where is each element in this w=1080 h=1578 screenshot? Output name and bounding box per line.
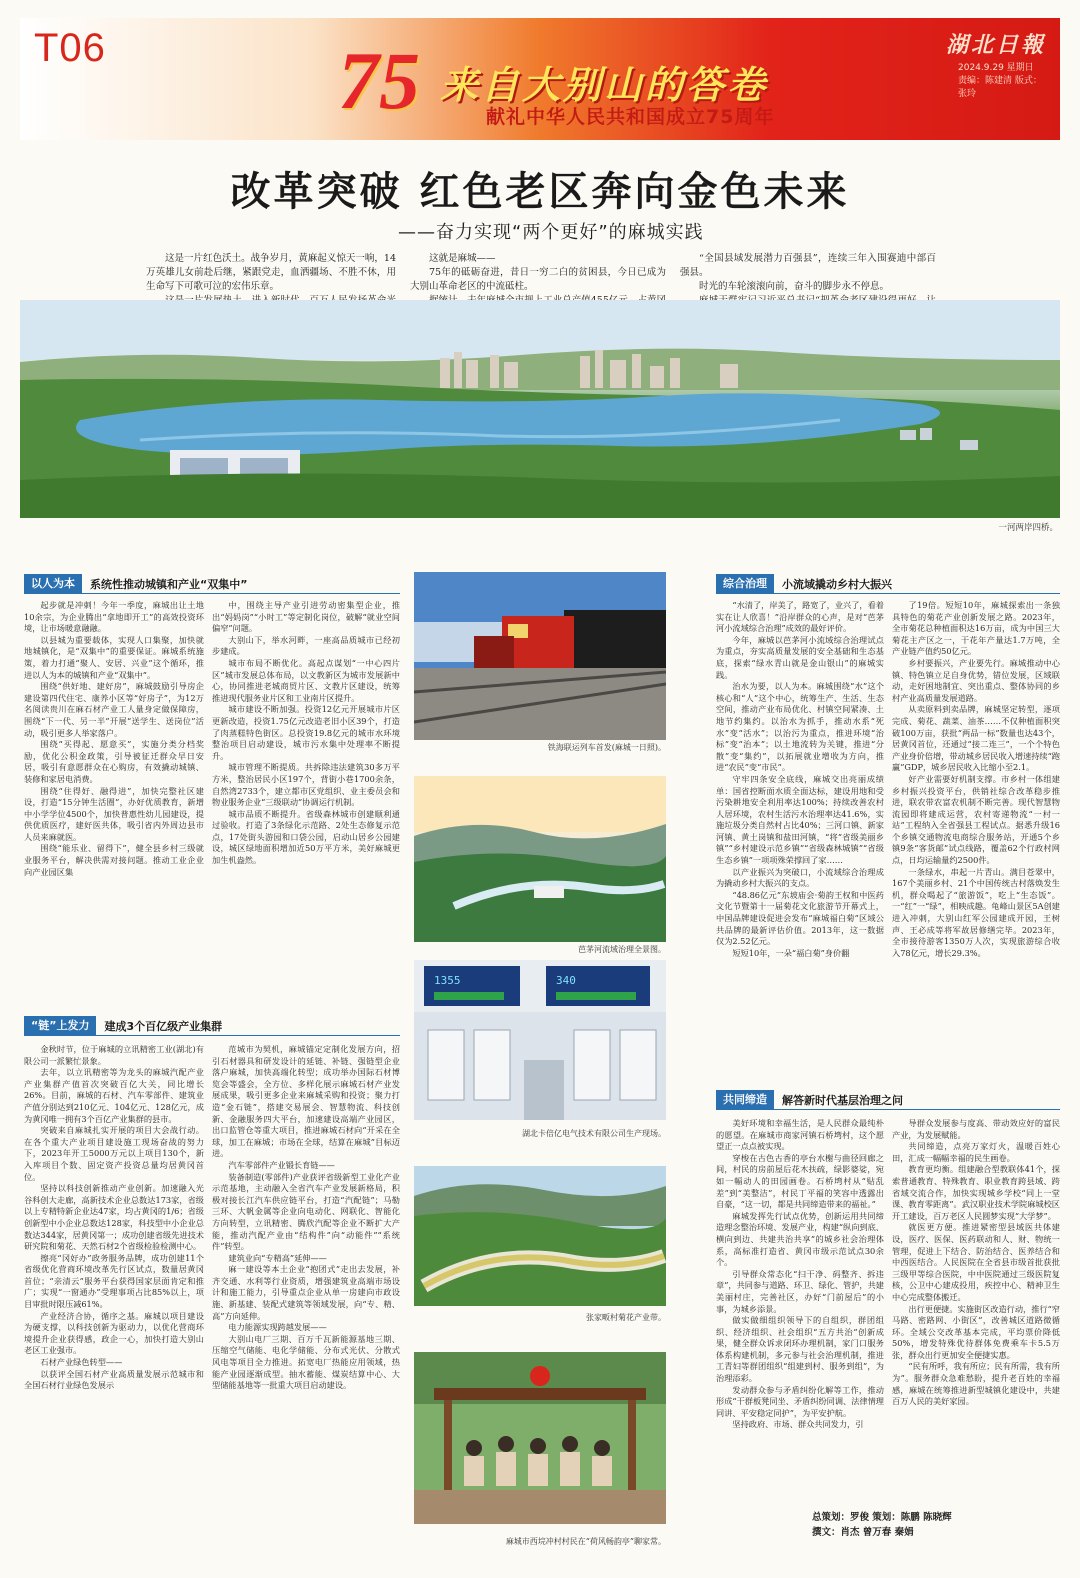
section1-column-a xyxy=(24,600,204,1010)
paragraph: 产业经济合协，循序之基。麻城以项目建设为硬支撑，以科技创新为驱动力，以优化营商环境提升企业获得感，政企一心，加快打造大别山老区工业强市。 xyxy=(24,1310,204,1356)
section-header-3 xyxy=(716,574,1060,594)
section-title: 系统性推动城镇和产业“双集中” xyxy=(90,577,248,591)
hero-panorama-photo xyxy=(20,300,1060,518)
anniversary-75-logo: 75 xyxy=(338,35,420,126)
section2-column-b xyxy=(212,1044,400,1552)
photo-caption: 张家畈村菊花产业带。 xyxy=(586,1313,666,1322)
paragraph: 穿梭在古色古香的亭台水榭与曲径回廊之间，村民的房前屋后花木扶疏，绿影婆娑，宛如一幅动人的田园画卷。石桥塆村从“贴乱差”到“美整洁”，村民丁平福的笑容中透露出自豪，“这一切，都是共同缔造带来的福祉。” xyxy=(716,1152,884,1210)
paragraph: 石材产业绿色转型—— xyxy=(40,1357,123,1368)
paragraph: 坚持政府、市场、群众共同发力，引 xyxy=(732,1419,864,1430)
paragraph: 就医更方便。推进紧密型县域医共体建设，医疗、医保、医药联动和人、财、物统一管理，促进上下结合、防治结合、医养结合和中西医结合。人民医院在全省县市级首批获批三级甲等综合医院，中中医院通过三级医院复核，公卫中心建成投用，疾控中心、精神卫生中心完成整体搬迁。 xyxy=(892,1222,1060,1302)
paragraph: 发动群众参与矛盾纠纷化解等工作，推动形成“干群板凳同坐、矛盾纠纷同调、法律情理同讲、平安稳定同护”，为平安护航。 xyxy=(716,1384,884,1418)
paragraph: 做实做细组织领导下的自组织，群团组织、经济组织、社会组织“五方共治”创新成果，健全群众诉求闭环办理机制，家门口服务体系构建机制，多元参与社会治理机制，推进工青妇等群团组织“组建到村、服务到组”，为治理添彩。 xyxy=(716,1315,884,1384)
paragraph: 中，围绕主导产业引进劳动密集型企业，推出“妈妈岗”“小时工”等定制化岗位，破解“就业空间偏窄”问题。 xyxy=(212,600,400,634)
paragraph: 时光的车轮滚滚向前，奋斗的脚步永不停息。 xyxy=(699,281,890,292)
paragraph: 突破来自麻城扎实开展的项目大会战行动。在各个重大产业项目建设施工现场奋战的努力下，2023年开工5000万元以上项目130个，新入库项目个数、固定资产投资总量均居黄冈首位。 xyxy=(24,1125,204,1182)
paragraph: 装备制造(零部件)产业获评省级新型工业化产业示范基地，主动融入全省汽车产业发展新格局，积极对接长江汽车供应链平台，打造“汽配链”；马勒三环、大帆金属等企业向电动化、网联化、智能化方向转型，立讯精密、腾欣汽配等企业不断扩大产能，推动汽配产业由“结构件”向“动能件”“系统件”转型。 xyxy=(212,1171,400,1252)
paragraph: 围绕“能乐业、留得下”，健全县乡村三级就业服务平台，解决供需对接问题。推动工业企业向产业园区集 xyxy=(24,843,204,877)
paragraph: 城市管理不断提质。共拆除违法建筑30多万平方米，整治居民小区197个，背街小巷1700余条，自然湾2733个，建立都市区党组织、业主委员会和物业服务企业“三级联动”协调运行机制。 xyxy=(212,762,400,808)
paragraph: 这是一片红色沃土。战争岁月，黄麻起义惊天一响，14万英雄儿女前赴后继，紧跟党走，血洒疆场、不胜不休，用生命写下可歌可泣的宏伟乐章。 xyxy=(146,253,396,292)
section-title: 解答新时代基层治理之问 xyxy=(782,1093,903,1107)
screen-readout-1: 1355 xyxy=(434,974,461,987)
banner-subtitle: 献礼中华人民共和国成立75周年 xyxy=(486,106,775,128)
paragraph: 大别山电厂三期、百万千瓦新能源基地三期、压缩空气储能、电化学储能、分布式光伏、分散式风电等项目全力推进。拓宽电厂热能应用领域，热能产业园逐渐成型。抽水蓄能、煤炭结算中心、大型储能基地等一批重大项目启动建设。 xyxy=(212,1333,400,1391)
paragraph: 建筑业向“专精高”延伸—— xyxy=(228,1252,327,1263)
paragraph: 麻城发挥先行试点优势，创新运用共同缔造理念整治环境、发展产业，构建“纵向到底、横向到边、共建共治共享”的城乡社会治理体系，高标准打造省、黄冈市级示范试点30余个。 xyxy=(716,1210,884,1268)
page-number: T06 xyxy=(34,26,106,70)
photo-villagers-pavilion xyxy=(414,1352,666,1524)
photo-caption: 铁海联运列车首发(麻城一日照)。 xyxy=(547,743,666,752)
section-title: 建成3个百亿级产业集群 xyxy=(104,1019,223,1033)
paragraph: 乡村要振兴，产业要先行。麻城推动中心镇、特色镇立足自身优势，错位发展，区域联动，走好困地制宜、突出重点、整体协同的乡村产业高质量发展道路。 xyxy=(892,657,1060,703)
section2-column-a xyxy=(24,1044,204,1552)
paragraph: 城市布局不断优化。高起点谋划“一中心四片区”城市发展总体布局，以文教新区为城市发展新中心，协同推进老城商贸片区、文教片区建设，统筹推进现代服务业片区和工业南片区提升。 xyxy=(212,657,400,703)
paragraph: 美好环境和幸福生活，是人民群众最纯朴的愿望。在麻城市商家河镇石桥塆村，这个愿望正一点点被实现。 xyxy=(716,1118,884,1152)
paragraph: 麻一建设等本土企业“抱团式”走出去发展，补齐交通、水利等行业资质，增强建筑业高端市场设计和施工能力，引导重点企业从单一房建向市政设施、新基建、装配式建筑等领域发展，向“专、精、高”方向延伸。 xyxy=(212,1264,400,1321)
article-subheadline: ——奋力实现“两个更好”的麻城实践 xyxy=(398,222,704,243)
section3-column-a xyxy=(716,600,884,1056)
planning-credits: 总策划：罗俊 策划：陈鹏 陈晓辉 xyxy=(812,1512,952,1523)
issue-date-info xyxy=(958,62,1044,101)
paragraph: 大别山下，举水河畔，一座高品质城市已经初步建成。 xyxy=(212,634,400,657)
paragraph: 一条绿水，串起一片青山。满目苍翠中，167个美丽乡村、21个中国传统古村落焕发生机，群众喝起了“旅游饭”，吃上“生态饭”。一“红”一“绿”，相映成趣。龟峰山景区5A创建进入冲刺，大别山红军公园建成开园，王树声、王必成等将军故居修缮完毕。2023年，全市接待游客1350万人次，实现旅游综合收入78亿元，增长29.3%。 xyxy=(892,866,1060,958)
paragraph: 治水为要，以人为本。麻城围绕“水”这个核心和“人”这个中心，统筹生产、生活、生态空间，推动产业布局优化、村镇空间紧凑、土地节约集约。以治水为抓手，推动水系“死水”变“活水”；以治污为重点，推进环境“治标”变“治本”；以土地流转为关键，推进“分散”变“集约”，以拓展就业增收为方向，推进“农民”变“市民”。 xyxy=(716,681,884,773)
paragraph: 引导群众常态化“扫干净、码整齐、拆违章”，共同参与道路、环卫、绿化、管护，共建美丽村庄，完善社区，办好“门前屋后”的小事，为城乡添景。 xyxy=(716,1268,884,1314)
pavilion-illustration xyxy=(414,1352,666,1524)
screen-readout-2: 340 xyxy=(556,974,576,987)
paragraph: 围绕“供好地、建好房”，麻城鼓励引导房企建设第四代住宅、康养小区等“好房子”，为12万名阅读贵川在麻石材产业工人量身定做保障房，围绕“下一代、另一半”开展“送学生、送岗位”活动，吸引更多人举家落户。 xyxy=(24,681,204,738)
paragraph: 坚持以科技创新推动产业创新。加速融入光谷科创大走廊，高新技术企业总数达173家，省级以上专精特新企业达47家，均占黄冈的1/6；省级创新型中小企业总数达128家，科技型中小企业总数达344家，居黄冈第一；成功创建省级先进技术研究院和菊花、天然石材2个省级检验检测中心。 xyxy=(24,1183,204,1252)
paragraph: 共同缔造，点亮万家灯火，温暖百姓心田，汇成一幅幅幸福的民生画卷。 xyxy=(892,1141,1060,1163)
paragraph: 电力能源实现跨越发展—— xyxy=(228,1322,327,1333)
section-tag: 以人为本 xyxy=(24,574,82,593)
article-headline: 改革突破 红色老区奔向金色未来 xyxy=(230,169,850,215)
section-title: 小流域撬动乡村大振兴 xyxy=(782,577,892,591)
paragraph: 去年，以立讯精密等为龙头的麻城汽配产业产业集群产值首次突破百亿大关，同比增长26%。目前，麻城的石材、汽车零部件、建筑业产值分别达到210亿元、104亿元、128亿元，成为黄冈唯一拥有3个百亿产业集群的县市。 xyxy=(24,1067,204,1124)
paragraph: 守牢四条安全底线，麻城交出亮丽成绩单：国省控断面水质全面达标，建设用地和受污染耕地安全利用率达100%；持续改善农村人居环境，农村生活污水治理率达41.6%，实施垃圾分类自然村占比40%；三河口镇、新家河镇、黄土岗镇和盐田河镇，“将”省级美丽乡镇”“乡村建设示范乡镇”“省级森林城镇”“省级生态乡镇”一项项殊荣撑回了家…… xyxy=(716,773,884,866)
paragraph: 汽车零部件产业锻长育链—— xyxy=(228,1159,335,1170)
paragraph: 城市品质不断提升。省级森林城市创建顺利通过验收。打造了3条绿化示范路、2处生态修复示范点，17处街头游园和口袋公园，启动山居乡公园建设，城区绿地面积增加近50万平方米，美好麻城更加生机盎然。 xyxy=(212,808,400,866)
section-tag: “链”上发力 xyxy=(24,1016,96,1035)
paragraph: 今年，麻城以芭茅河小流域综合治理试点为重点，夯实高质量发展的安全基础和生态基底，探索“绿水青山就是金山银山”的麻城实践。 xyxy=(716,634,884,680)
issue-date: 2024.9.29 星期日 xyxy=(958,63,1034,73)
section3-column-b xyxy=(892,600,1060,1056)
section-header-1 xyxy=(24,574,400,594)
panorama-illustration xyxy=(20,300,1060,518)
paragraph: 这就是麻城—— xyxy=(429,253,496,264)
paragraph: “民有所呼，我有所应；民有所需，我有所为”。服务群众急难愁盼，提升老百姓的幸福感，麻城在统筹推进新型城镇化建设中，共建百万人民的美好家园。 xyxy=(892,1361,1060,1407)
paragraph: 出行更便捷。实施街区改造行动，推行“窄马路、密路网、小街区”，改善城区道路微循环。全域公交改革基本完成，平均票价降低50%，增发特殊优待群体免费乘车卡5.5万张，群众出行更加安全便捷实惠。 xyxy=(892,1303,1060,1360)
section-header-4 xyxy=(716,1090,1060,1110)
paragraph: 围绕“住得好、融得进”，加快完整社区建设，打造“15分钟生活圈”，办好优质教育，新增中小学学位4500个，加快普惠性幼儿园建设，提供优质医疗，建好医共体，吸引省内外周边县市人员来麻就医。 xyxy=(24,785,204,842)
fields-illustration xyxy=(414,1166,666,1306)
paragraph: 了19倍。短短10年，麻城探索出一条独具特色的菊花产业创新发展之路。2023年，全市菊花总种植面积达16万亩，成为中国三大菊花主产区之一，干花年产量达1.7万吨，全产业链产值约50亿元。 xyxy=(892,600,1060,657)
photo-caption: 麻城市西垸冲村村民在“荷风畅韵亭”聊家常。 xyxy=(505,1537,666,1546)
photo-caption: 湖北卡倍亿电气技术有限公司生产现场。 xyxy=(522,1129,666,1138)
valley-illustration xyxy=(414,776,666,942)
section4-column-a xyxy=(716,1118,884,1502)
hero-caption: 一河两岸四桥。 xyxy=(998,523,1058,533)
paragraph: 以获评全国石材产业高质量发展示范城市和全国石材行业绿色发展示 xyxy=(24,1368,204,1391)
paragraph: “全国县域发展潜力百强县”，连续三年入围赛迪中部百强县。 xyxy=(680,253,936,278)
photo-factory-floor xyxy=(414,960,666,1120)
paragraph: 围绕“买得起、愿意买”，实施分类分档奖励，优化公积金政策，引导被征迁群众早日安居，吸引有意愿群众在心购房，有效撬动城镇、装修和家居电消费。 xyxy=(24,739,204,784)
editor-credits: 责编：陈建清 版式：张玲 xyxy=(958,76,1042,99)
masthead-banner xyxy=(20,18,1060,140)
paragraph: 75年的砥砺奋进，昔日一穷二白的贫困县，今日已成为大别山革命老区的中流砥柱。 xyxy=(410,267,666,292)
section-tag: 综合治理 xyxy=(716,574,774,593)
paragraph: 导群众发展参与度高、带动效应好的富民产业，为发展赋能。 xyxy=(892,1118,1060,1140)
newspaper-logo: 湖北日報 xyxy=(945,32,1046,58)
paragraph: “48.86亿元”东坡庙会·菊韵王权和中医药文化节暨第十一届菊花文化旅游节开幕式上，中国品牌建设促进会发布“麻城福白菊”区域公共品牌的最新评估价值。2013年，这一数据仅为2.52亿元。 xyxy=(716,889,884,947)
paragraph: 起步就是冲刺！今年一季度，麻城出让土地10余宗，为企业腾出“拿地即开工”的高效投资环境，让市场暖意融融。 xyxy=(24,600,204,634)
paragraph: 教育更均衡。组建融合型教联体41个，探索普通教育、特殊教育、职业教育跨县域、跨省域交流合作，加快实现城乡学校“同上一堂课、教育零距离”。武汉职业技术学院麻城校区开工建设，百万老区人民圆梦实现“大学梦”。 xyxy=(892,1164,1060,1221)
paragraph: 好产业需要好机制支撑。市乡村一体组建乡村振兴投资平台，供销社综合改革稳步推进，联农带农富农机制不断完善。现代智慧物流园即将建成运营，农村寄递物流“一村一站”工程纳入全省强县工程试点。据悉升级16个乡镇交通物流电商综合服务站，开通5个乡镇9条“客货邮”试点线路，覆盖62个行政村网点，日均运输量约2500件。 xyxy=(892,773,1060,866)
paragraph: 擦亮“冈好办”政务服务品牌，成功创建11个省级优化营商环境改革先行区试点，数量居黄冈首位；“亲清云”服务平台获得国家层面肯定和推广；实现“一窗通办”受理事项占比85%以上，项目审批时限压减61%。 xyxy=(24,1252,204,1310)
writer-credits: 撰文：肖杰 曾万春 秦娟 xyxy=(812,1527,914,1538)
paragraph: 城市建设不断加强。投资12亿元开展城市片区更新改造，投资1.75亿元改造老旧小区39个，打造了肉蒸糕特色街区。总投资19.8亿元的城市水环境整治项目启动建设，城市污水集中处理率不断提升。 xyxy=(212,704,400,761)
photo-railway-train xyxy=(414,572,666,740)
paragraph: 以产业振兴为突破口，小流域综合治理成为撬动乡村大振兴的支点。 xyxy=(716,866,884,889)
paragraph: 范城市为契机，麻城锚定定制化发展方向，招引石材器具和研发设计的延链、补链、强链型企业落户麻城，加快高端化转型；成功举办国际石材博览会等盛会，全方位、多样化展示麻城石材产业发展成果，吸引更多企业来麻城采购和投资；聚力打造“金石链”，搭建交易展会、智慧物流、科技创新、金融服务四大平台，加速建设高端产业园区，出口监管仓等重大项目，推进麻城石材向“开采在全球，加工在麻城；市场在全球，结算在麻城”目标迈进。 xyxy=(212,1044,400,1159)
section4-column-b xyxy=(892,1118,1060,1502)
paragraph: 短短10年，一朵“福白菊”身价翻 xyxy=(732,947,850,958)
photo-chrysanthemum-fields xyxy=(414,1166,666,1306)
paragraph: “水清了，岸美了，路宽了，业兴了，看着实在让人欣喜！”沿岸群众的心声，是对“芭茅河小流域综合治理”成效的最好评价。 xyxy=(716,600,884,634)
banner-title: 来自大别山的答卷 xyxy=(440,63,769,107)
paragraph: 金秋时节，位于麻城的立讯精密工业(湖北)有限公司一派繁忙景象。 xyxy=(24,1044,204,1066)
paragraph: 以县城为重要载体，实现人口集聚，加快就地城镇化，是“双集中”的重要保证。麻城系统施策，着力打通“聚人、安居、兴业”这个循环，推进以人为本的城镇和产业“双集中”。 xyxy=(24,634,204,680)
section1-column-b xyxy=(212,600,400,1010)
section-tag: 共同缔造 xyxy=(716,1090,774,1109)
paragraph: 从卖原料到卖品牌，麻城坚定转型，逐项完成、菊花、蔬菜、油茶……不仅种植面积突破100万亩，获批“两品一标”数量也达43个，居黄冈首位，还通过“接二连三”，一个个特色产业身价倍增，带动城乡居民收入增速持续“跑赢”GDP，城乡居民收入比缩小至2.1。 xyxy=(892,704,1060,773)
factory-illustration xyxy=(414,960,666,1120)
train-illustration xyxy=(414,572,666,740)
section-header-2 xyxy=(24,1016,400,1036)
article-credits xyxy=(812,1510,952,1540)
photo-river-valley xyxy=(414,776,666,942)
photo-caption: 芭茅河流域治理全景图。 xyxy=(578,945,666,954)
